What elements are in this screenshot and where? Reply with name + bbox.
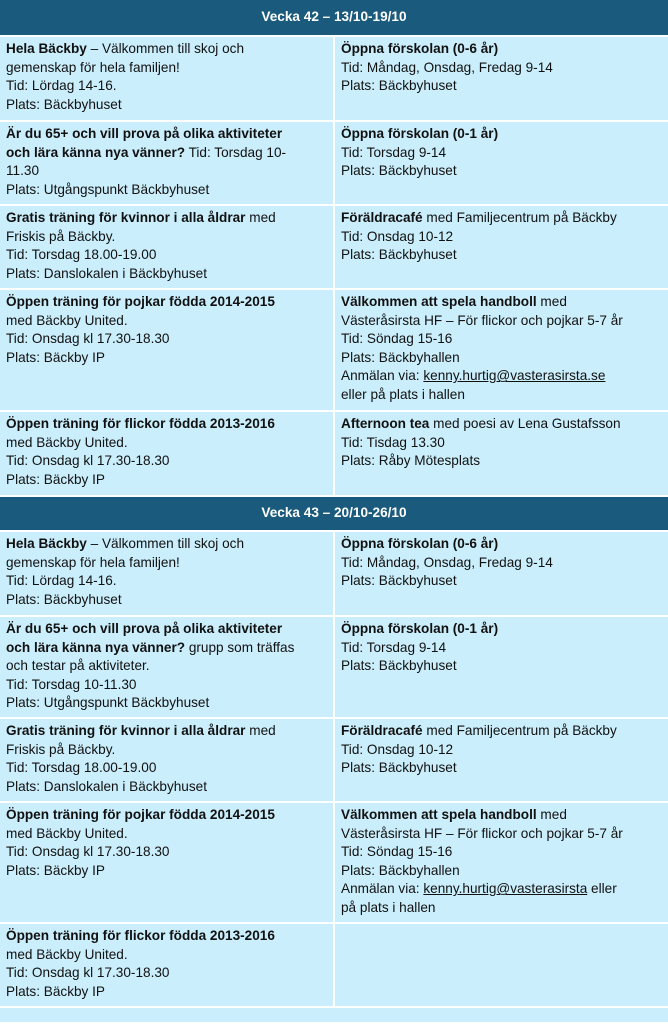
activity-cell: Hela Bäckby – Välkommen till skoj och gemenskap för hela familjen! Tid: Lördag 14-16. Plats: Bäckbyhuset [0, 37, 335, 120]
activity-cell [335, 122, 668, 204]
activity-time: Tid: Torsdag 10-11.30 [6, 676, 137, 692]
activity-time: Tid: Onsdag kl 17.30-18.30 [6, 965, 170, 981]
activity-place: Plats: Danslokalen i Bäckbyhuset [6, 778, 207, 794]
activity-cell: Öppen träning för pojkar födda 2014-2015 med Bäckby United. Tid: Onsdag kl 17.30-18.30 Plats: Bäckby IP [0, 803, 335, 922]
activity-cell: Gratis träning för kvinnor i alla åldrar med Friskis på Bäckby. Tid: Torsdag 18.00-19.00 Plats: Danslokalen i Bäckbyhuset [0, 206, 335, 288]
empty-cell [335, 924, 668, 1006]
activity-cell: Öppen träning för flickor födda 2013-2016 med Bäckby United. Tid: Onsdag kl 17.30-18.30 Plats: Bäckby IP [0, 924, 335, 1006]
activity-title: Öppna förskolan (0-1 år) [341, 126, 499, 141]
activity-title: Välkommen att spela handboll [341, 807, 537, 822]
activity-place: Plats: Danslokalen i Bäckbyhuset [6, 265, 207, 281]
activity-place: Plats: Bäckby IP [6, 862, 105, 878]
table-row [0, 412, 668, 497]
activity-place: Plats: Utgångspunkt Bäckbyhuset [6, 695, 210, 711]
activity-time: Tid: Onsdag kl 17.30-18.30 [6, 453, 170, 469]
activity-title: Öppna förskolan (0-6 år) [341, 536, 499, 551]
activity-cell: Afternoon tea med poesi av Lena Gustafsson Tid: Tisdag 13.30 Plats: Råby Mötesplats [335, 412, 668, 495]
activity-place: Plats: Bäckbyhuset [341, 247, 457, 263]
activity-cell: Hela Bäckby – Välkommen till skoj och gemenskap för hela familjen! Tid: Lördag 14-16. Plats: Bäckbyhuset [0, 532, 335, 615]
email-link[interactable]: kenny.hurtig@vasterasirsta.se [423, 368, 606, 384]
activity-place: Plats: Bäckby IP [6, 471, 105, 487]
activity-cell: Föräldracafé med Familjecentrum på Bäckby Tid: Onsdag 10-12 Plats: Bäckbyhuset [335, 719, 668, 801]
week-title: Vecka 42 – 13/10-19/10 [261, 9, 407, 25]
table-row [0, 532, 668, 617]
activity-title: Öppen träning för pojkar födda 2014-2015 [6, 294, 275, 309]
activity-place: Plats: Bäckbyhallen [341, 862, 460, 878]
activity-time: Tid: Söndag 15-16 [341, 331, 453, 347]
activity-title: Afternoon tea [341, 416, 430, 431]
activity-place: Plats: Råby Mötesplats [341, 453, 481, 469]
activity-title: Hela Bäckby [6, 536, 87, 551]
table-row [0, 206, 668, 290]
activity-place: Plats: Bäckby IP [6, 983, 105, 999]
activity-cell: Är du 65+ och vill prova på olika aktiviteter och lära känna nya vänner? grupp som träffas och testar på aktiviteter. Tid: Torsdag 10-11.30 Plats: Utgångspunkt Bäckbyhuset [0, 617, 335, 717]
activity-place: Plats: Bäckbyhuset [341, 760, 457, 776]
activity-title: Öppen träning för flickor födda 2013-2016 [6, 416, 275, 431]
activity-time: Tid: Söndag 15-16 [341, 844, 453, 860]
activity-time: Tid: Onsdag kl 17.30-18.30 [6, 844, 170, 860]
activity-cell: Gratis träning för kvinnor i alla åldrar med Friskis på Bäckby. Tid: Torsdag 18.00-19.00 Plats: Danslokalen i Bäckbyhuset [0, 719, 335, 801]
activity-place: Plats: Bäckby IP [6, 349, 105, 365]
activity-place: Plats: Bäckbyhuset [341, 78, 457, 94]
activity-time: Tid: Tisdag 13.30 [341, 434, 445, 450]
activity-title: Öppna förskolan (0-6 år) [341, 41, 499, 56]
activity-cell [335, 37, 668, 120]
table-row [0, 122, 668, 206]
activity-time: Tid: Lördag 14-16. [6, 573, 117, 589]
activity-time: Tid: Torsdag 18.00-19.00 [6, 247, 157, 263]
activity-title: Föräldracafé [341, 210, 423, 225]
activity-title: Föräldracafé [341, 723, 423, 738]
activity-title: Är du 65+ och vill prova på olika aktiviteter [6, 126, 283, 141]
activity-cell: Är du 65+ och vill prova på olika aktiviteter och lära känna nya vänner? Tid: Torsdag 10- 11.30 Plats: Utgångspunkt Bäckbyhuset [0, 122, 335, 204]
activity-place: Plats: Bäckbyhuset [6, 96, 122, 112]
activity-cell [335, 617, 668, 717]
activity-time: Tid: Lördag 14-16. [6, 78, 117, 94]
activity-cell: Öppen träning för flickor födda 2013-2016 med Bäckby United. Tid: Onsdag kl 17.30-18.30 Plats: Bäckby IP [0, 412, 335, 495]
activity-cell: Öppen träning för pojkar födda 2014-2015 med Bäckby United. Tid: Onsdag kl 17.30-18.30 Plats: Bäckby IP [0, 290, 335, 410]
table-footer-strip [0, 1008, 668, 1022]
activity-cell: Föräldracafé med Familjecentrum på Bäckby Tid: Onsdag 10-12 Plats: Bäckbyhuset [335, 206, 668, 288]
table-row [0, 37, 668, 122]
activity-place: Plats: Bäckbyhuset [6, 591, 122, 607]
activity-place: Plats: Bäckbyhuset [341, 658, 457, 674]
activity-cell: Välkommen att spela handboll med Västeråsirsta HF – För flickor och pojkar 5-7 år Tid: Söndag 15-16 Plats: Bäckbyhallen Anmälan via: kenny.hurtig@vasterasirsta.se eller på plats i hallen [335, 290, 668, 410]
table-row [0, 719, 668, 803]
activity-title: Hela Bäckby [6, 41, 87, 56]
email-link[interactable]: kenny.hurtig@vasterasirsta [423, 881, 588, 897]
activity-time: Tid: Torsdag 9-14 [341, 144, 447, 160]
activity-title: Öppen träning för flickor födda 2013-2016 [6, 928, 275, 943]
activity-title: Är du 65+ och vill prova på olika aktiviteter [6, 621, 283, 636]
activity-time: Tid: Måndag, Onsdag, Fredag 9-14 [341, 59, 553, 75]
activity-time: Tid: Torsdag 18.00-19.00 [6, 760, 157, 776]
activity-time: Tid: Onsdag 10-12 [341, 741, 454, 757]
table-row [0, 924, 668, 1008]
activity-place: Plats: Bäckbyhallen [341, 349, 460, 365]
table-row [0, 803, 668, 924]
table-row [0, 617, 668, 719]
table-row [0, 290, 668, 412]
activity-title: Öppna förskolan (0-1 år) [341, 621, 499, 636]
week-header [0, 497, 668, 532]
activity-cell [335, 532, 668, 615]
activity-time: Tid: Onsdag 10-12 [341, 228, 454, 244]
week-header [0, 0, 668, 37]
activity-cell: Välkommen att spela handboll med Västeråsirsta HF – För flickor och pojkar 5-7 år Tid: Söndag 15-16 Plats: Bäckbyhallen Anmälan via: kenny.hurtig@vasterasirsta eller på plats i hallen [335, 803, 668, 922]
activity-place: Plats: Utgångspunkt Bäckbyhuset [6, 181, 210, 197]
activity-title: Välkommen att spela handboll [341, 294, 537, 309]
week-title: Vecka 43 – 20/10-26/10 [261, 505, 407, 521]
activity-place: Plats: Bäckbyhuset [341, 163, 457, 179]
activity-time: Tid: Torsdag 9-14 [341, 639, 447, 655]
activity-title: Gratis träning för kvinnor i alla åldrar [6, 723, 246, 738]
activity-time: Tid: Måndag, Onsdag, Fredag 9-14 [341, 554, 553, 570]
activity-title: Gratis träning för kvinnor i alla åldrar [6, 210, 246, 225]
activity-time: Tid: Onsdag kl 17.30-18.30 [6, 331, 170, 347]
activity-title: Öppen träning för pojkar födda 2014-2015 [6, 807, 275, 822]
activity-place: Plats: Bäckbyhuset [341, 573, 457, 589]
